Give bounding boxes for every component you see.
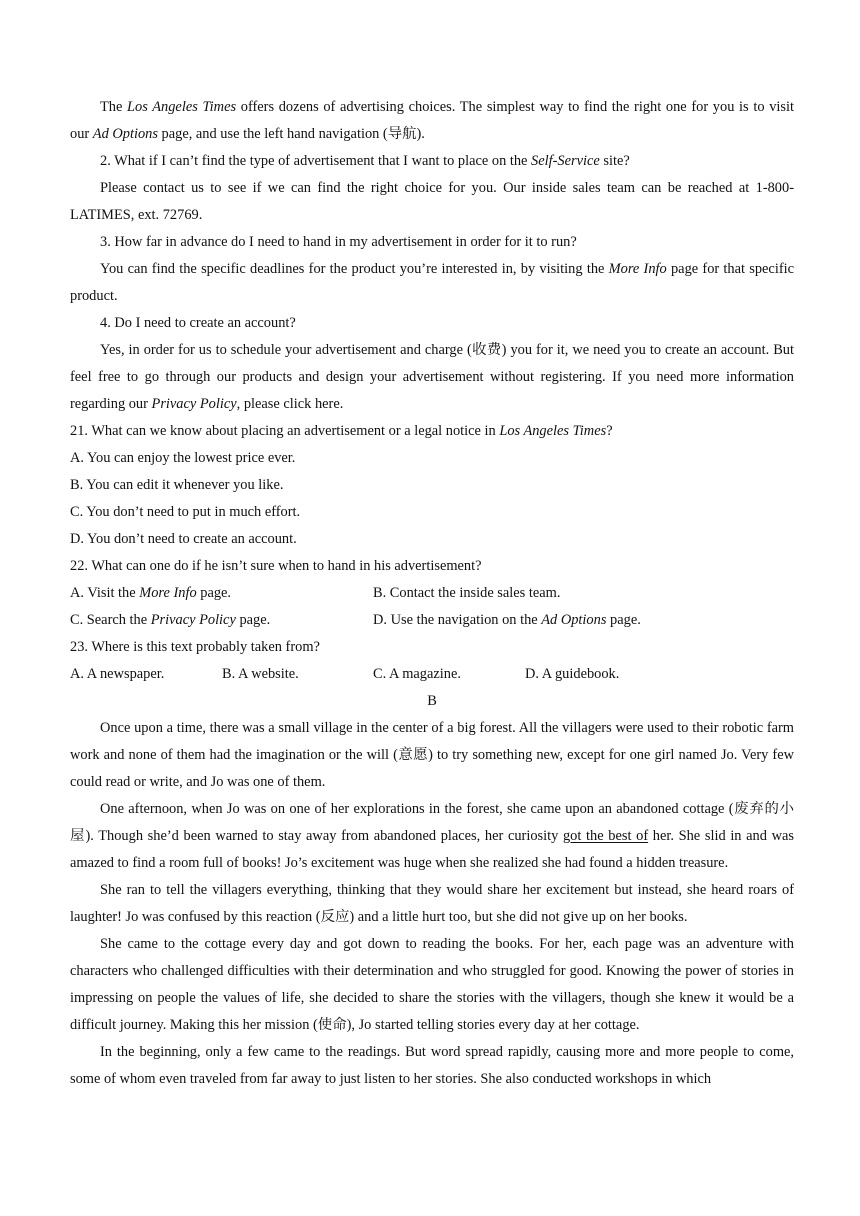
question-23-options-row xyxy=(70,661,794,688)
text-run: ? xyxy=(606,423,613,439)
italic-run: Privacy Policy xyxy=(151,396,237,412)
italic-run: More Info xyxy=(139,585,197,601)
text-run: D. Use the navigation on the xyxy=(373,612,542,628)
text-run: page. xyxy=(196,585,232,601)
text-run: page, and use the left hand navigation (导航). xyxy=(157,126,425,142)
text-run: page. xyxy=(235,612,271,628)
question-23-option-b: B. A website. xyxy=(222,666,299,682)
italic-run: Ad Options xyxy=(541,612,607,628)
question-22-stem: 22. What can one do if he isn’t sure when to hand in his advertisement? xyxy=(70,558,482,574)
question-23-stem: 23. Where is this text probably taken from? xyxy=(70,639,320,655)
faq-question-3: 3. How far in advance do I need to hand in my advertisement in order for it to run? xyxy=(100,234,577,250)
document-body xyxy=(70,94,794,1093)
text-run: One afternoon, when Jo was on one of her explorations in the forest, she came upon an abandoned cottage (废弃的小屋). Though she’d been warned to stay away from abandoned places, her curiosity xyxy=(70,801,794,844)
question-22-option-d xyxy=(373,607,641,634)
faq-answer-4 xyxy=(70,337,794,418)
section-heading-b: B xyxy=(427,693,437,709)
faq-answer-2: Please contact us to see if we can find the right choice for you. Our inside sales team can be reached at 1-800-LATIMES, ext. 72769. xyxy=(70,180,794,223)
text-run: , please click here. xyxy=(236,396,344,412)
text-run: page. xyxy=(606,612,641,628)
faq-question-4: 4. Do I need to create an account? xyxy=(100,315,296,331)
italic-run: Ad Options xyxy=(92,126,158,142)
italic-run: Los Angeles Times xyxy=(127,99,237,115)
text-run: You can find the specific deadlines for the product you’re interested in, by visiting the xyxy=(100,261,609,277)
text-run: 2. What if I can’t find the type of advertisement that I want to place on the xyxy=(100,153,532,169)
question-22-options-row-2 xyxy=(70,607,794,634)
question-22-option-c xyxy=(70,607,373,634)
faq-question-2 xyxy=(70,148,794,175)
italic-run: Privacy Policy xyxy=(150,612,236,628)
text-run: her. She slid in and was amazed to find a room full of books! Jo’s excitement was huge when she realized she had found a hidden treasure. xyxy=(70,828,794,871)
text-run: A. Visit the xyxy=(70,585,140,601)
italic-run: Los Angeles Times xyxy=(499,423,607,439)
question-23-option-c: C. A magazine. xyxy=(373,666,461,682)
text-run: 21. What can we know about placing an advertisement or a legal notice in xyxy=(70,423,500,439)
question-23-option-d: D. A guidebook. xyxy=(525,666,620,682)
text-run: C. Search the xyxy=(70,612,151,628)
underlined-phrase: got the best of xyxy=(562,828,649,844)
question-21-option-a: A. You can enjoy the lowest price ever. xyxy=(70,450,296,466)
passage-b-paragraph-2 xyxy=(70,796,794,877)
question-23-option-a: A. A newspaper. xyxy=(70,666,165,682)
faq-answer-3 xyxy=(70,256,794,310)
italic-run: More Info xyxy=(608,261,667,277)
text-run: page for that specific product. xyxy=(70,261,794,304)
question-21-option-c: C. You don’t need to put in much effort. xyxy=(70,504,301,520)
question-22-option-a xyxy=(70,580,373,607)
passage-b-paragraph-5: In the beginning, only a few came to the readings. But word spread rapidly, causing more and more people to come, some of whom even traveled from far away to just listen to her stories. She also conducted workshops in which xyxy=(70,1044,794,1087)
text-run: The xyxy=(100,99,128,115)
text-run: site? xyxy=(599,153,630,169)
text-run: offers dozens of advertising choices. The simplest way to find the right one for you is to visit our xyxy=(70,99,794,142)
question-22-options-row-1 xyxy=(70,580,794,607)
question-21-option-b: B. You can edit it whenever you like. xyxy=(70,477,284,493)
text-run: Yes, in order for us to schedule your advertisement and charge (收费) you for it, we need you to create an account. But feel free to go through our products and design your advertisement without registering. If you need more information regarding our xyxy=(70,342,794,412)
italic-run: Self-Service xyxy=(531,153,600,169)
passage-b-paragraph-3: She ran to tell the villagers everything, thinking that they would share her excitement but instead, she heard roars of laughter! Jo was confused by this reaction (反应) and a little hurt too, but she did not give up on her books. xyxy=(70,882,794,925)
question-22-option-b: B. Contact the inside sales team. xyxy=(373,585,561,601)
question-21-option-d: D. You don’t need to create an account. xyxy=(70,531,297,547)
question-21-stem xyxy=(70,418,794,445)
passage-b-paragraph-4: She came to the cottage every day and got down to reading the books. For her, each page was an adventure with characters who challenged difficulties with their determination and who struggled for good. Knowing the power of stories in impressing on people the values of life, she decided to share the stories with the villagers, though she knew it would be a difficult journey. Making this her mission (使命), Jo started telling stories every day at her cottage. xyxy=(70,936,794,1033)
intro-paragraph xyxy=(70,94,794,148)
passage-b-paragraph-1: Once upon a time, there was a small village in the center of a big forest. All the villagers were used to their robotic farm work and none of them had the imagination or the will (意愿) to try something new, except for one girl named Jo. Very few could read or write, and Jo was one of them. xyxy=(70,720,794,790)
